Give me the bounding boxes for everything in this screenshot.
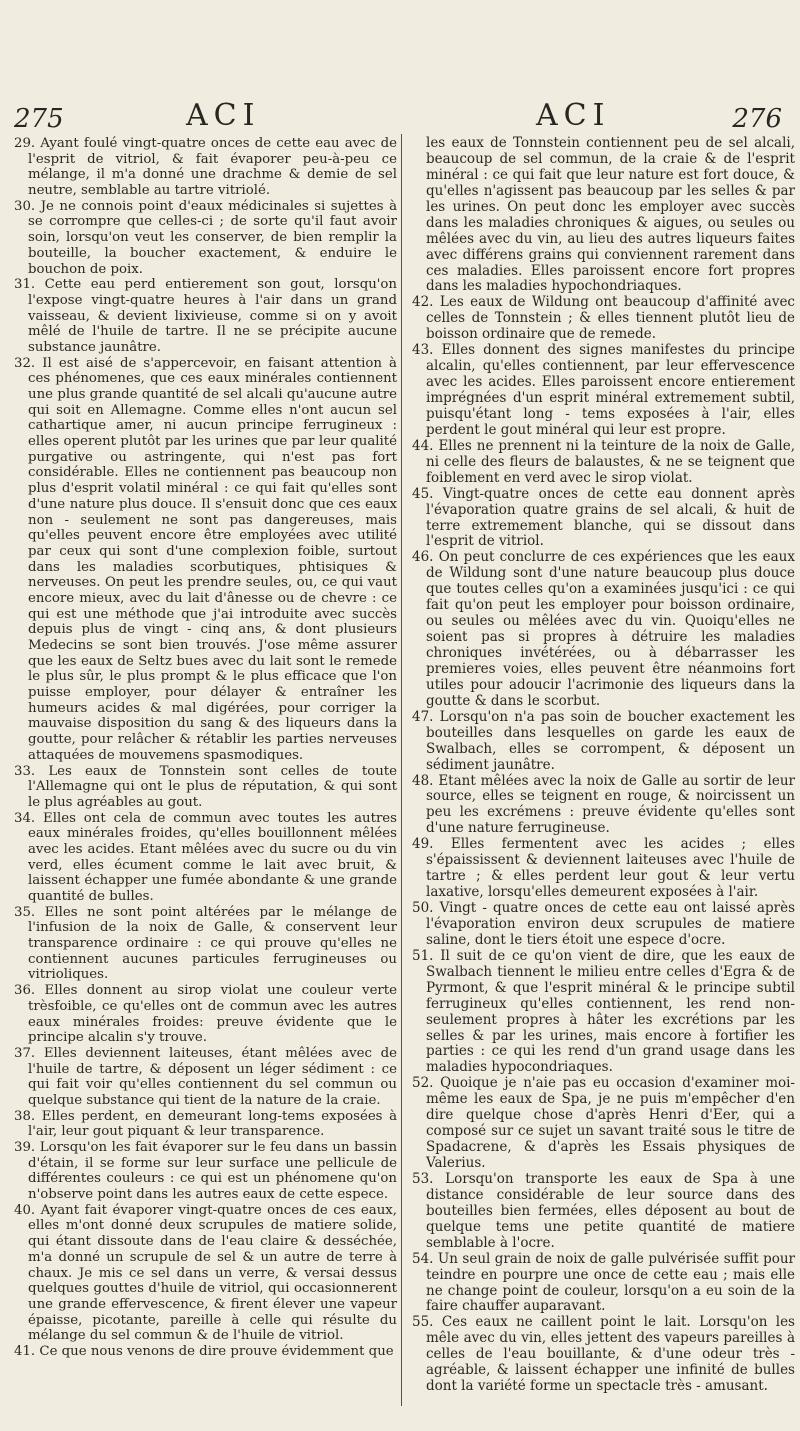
paragraph-text: Il suit de ce qu'on vient de dire, que les eaux de Swalbach tiennent le milieu entre celles d'Egra & de Pyrmont, & que l'esprit minéral & le principe subtil ferrugineux qu'elles contiennent, les rend non-seulement propres à hâter les excrétions par les selles & par les urines, mais encore à fortifier les parties : ce qui les rend d'un grand usage dans les maladies hypocondriaques. bbox=[426, 947, 796, 1076]
paragraph-text: Elles ne prennent ni la teinture de la noix de Galle, ni celle des fleurs de balaustes, & ne se teignent que foiblement en verd avec le sirop violat. bbox=[426, 437, 795, 486]
paragraph-text: Un seul grain de noix de galle pulvérisée suffit pour teindre en pourpre une once de cette eau ; mais elle ne change point de couleur, lorsqu'on a eu soin de la faire chauffer auparavant. bbox=[426, 1250, 795, 1315]
paragraph-number: 35. bbox=[14, 904, 36, 920]
paragraph-number: 32. bbox=[14, 355, 36, 371]
paragraph-number: 46. bbox=[412, 549, 434, 566]
paragraph-text: Ayant foulé vingt-quatre onces de cette eau avec de l'esprit de vitriol, & fait évaporer peu-à-peu ce mélange, il m'a donné une drachme & demie de sel neutre, semblable au tartre vitriolé. bbox=[28, 136, 397, 199]
paragraph-text: Elles ne sont point altérées par le mélange de l'infusion de la noix de Galle, & conservent leur transparence ordinaire : ce qui prouve qu'elles ne contiennent aucunes particules ferrugineuses ou vitrioliques. bbox=[28, 904, 397, 983]
paragraph-text: Cette eau perd entierement son gout, lorsqu'on l'expose vingt-quatre heures à l'air dans un grand vaisseau, & devient lixivieuse, comme si on y avoit mêlé de l'huile de tartre. Il ne se précipite aucune substance jaunâtre. bbox=[28, 277, 397, 355]
paragraph bbox=[412, 550, 795, 709]
paragraph-text: Ces eaux ne caillent point le lait. Lorsqu'on les mêle avec du vin, elles jettent des vapeurs pareilles à celles de l'eau bouillante, & d'une odeur très - agréable, & laissent échapper une infinité de bulles dont la variété forme un spectacle très - amusant. bbox=[426, 1314, 795, 1395]
right-column bbox=[412, 136, 795, 1395]
paragraph-text: les eaux de Tonnstein contiennent peu de sel alcali, beaucoup de sel commun, de la craie & de l'esprit minéral : ce qui fait que leur nature est fort douce, & qu'elles n'agissent pas beaucoup par les selles & par les urines. On peut donc les employer avec succès dans les maladies chroniques & aigues, ou seules ou mêlées avec du vin, au lieu des autres liqueurs faites avec différens grains qui conviennent rarement dans ces maladies. Elles paroissent encore fort propres dans les maladies hypochondriaques. bbox=[426, 135, 795, 295]
paragraph-text: Elles donnent au sirop violat une couleur verte trèsfoible, ce qu'elles ont de commun avec les autres eaux minérales froides: preuve évidente que le principe alcalin s'y trouve. bbox=[28, 983, 398, 1046]
paragraph-number: 52. bbox=[412, 1075, 434, 1092]
paragraph-text: Ce que nous venons de dire prouve évidemment que bbox=[39, 1343, 394, 1359]
paragraph-number: 54. bbox=[412, 1250, 434, 1267]
paragraph-text: Elles donnent des signes manifestes du principe alcalin, qu'elles contiennent, par leur effervescence avec les acides. Elles paroissent encore entierement imprégnées d'un esprit minéral extremement subtil, puisqu'étant long - tems exposées à l'air, elles perdent le gout minéral qui leur est propre. bbox=[426, 342, 795, 438]
paragraph-text: Je ne connois point d'eaux médicinales si sujettes à se corrompre que celles-ci ; de sorte qu'il faut avoir soin, lorsqu'on veut les conserver, de bien remplir la bouteille, la boucher exactement, & enduire le bouchon de poix. bbox=[28, 198, 398, 277]
paragraph-number: 50. bbox=[412, 900, 434, 916]
paragraph bbox=[14, 1046, 397, 1109]
paragraph bbox=[14, 1109, 397, 1140]
paragraph bbox=[14, 764, 397, 811]
page-number-right: 276 bbox=[732, 104, 782, 134]
paragraph-number: 45. bbox=[412, 485, 434, 502]
paragraph-number: 37. bbox=[14, 1045, 36, 1061]
paragraph-text: Elles perdent, en demeurant long-tems exposées à l'air, leur gout piquant & leur transparence. bbox=[28, 1108, 398, 1140]
paragraph-text: Quoique je n'aie pas eu occasion d'examiner moi-même les eaux de Spa, je ne puis m'empêcher d'en dire quelque chose d'après Henri d'Eer, qui a composé sur ce sujet un savant traité sous le titre de Spadacrene, & d'après les Essais physiques de Valerius. bbox=[426, 1075, 795, 1171]
paragraph bbox=[412, 1076, 795, 1172]
running-head-right: ACI bbox=[536, 98, 611, 133]
paragraph-text: Lorsqu'on transporte les eaux de Spa à une distance considérable de leur source dans des bouteilles bien fermées, elles déposent au bout de quelque tems une petite quantité de matiere semblable à l'ocre. bbox=[426, 1170, 795, 1251]
paragraph-text: Vingt-quatre onces de cette eau donnent après l'évaporation quatre grains de sel alcali, & huit de terre extremement blanche, qui se dissout dans l'esprit de vitriol. bbox=[426, 485, 795, 550]
paragraph bbox=[14, 356, 397, 764]
paragraph-number: 40. bbox=[14, 1202, 36, 1218]
paragraph-number: 49. bbox=[412, 836, 434, 853]
page-header bbox=[0, 98, 800, 138]
paragraph bbox=[412, 1315, 795, 1395]
paragraph-number: 48. bbox=[412, 772, 434, 789]
page-number-left: 275 bbox=[14, 104, 64, 134]
paragraph bbox=[14, 1344, 397, 1360]
paragraph bbox=[412, 136, 795, 295]
paragraph-number: 36. bbox=[14, 983, 36, 999]
paragraph-number: 31. bbox=[14, 277, 36, 293]
paragraph bbox=[14, 199, 397, 277]
paragraph bbox=[14, 905, 397, 983]
paragraph-text: On peut conclurre de ces expériences que les eaux de Wildung sont d'une nature beaucoup plus douce que toutes celles qu'on a examinées jusqu'ici : ce qui fait qu'on peut les employer pour boisson ordinaire, ou seules ou mêlées avec du vin. Quoiqu'elles ne soient pas si propres à détruire les maladies chroniques invétérées, ou à débarrasser les premieres voies, elles peuvent être néanmoins fort utiles pour adoucir l'acrimonie des liqueurs dans la goutte & dans le scorbut. bbox=[426, 549, 795, 709]
column-divider bbox=[401, 134, 402, 1406]
paragraph bbox=[412, 901, 795, 949]
paragraph-number: 42. bbox=[412, 294, 434, 311]
paragraph-text: Elles deviennent laiteuses, étant mêlées avec de l'huile de tartre, & déposent un léger sédiment : ce qui fait voir qu'elles contiennent du sel commun ou quelque substance qui tient de la nature de la craie. bbox=[28, 1045, 397, 1108]
paragraph bbox=[412, 1252, 795, 1316]
running-head-left: ACI bbox=[186, 98, 261, 133]
paragraph bbox=[14, 277, 397, 355]
paragraph-number: 41. bbox=[14, 1343, 36, 1359]
paragraph bbox=[412, 837, 795, 901]
paragraph-number: 44. bbox=[412, 437, 434, 454]
paragraph-number: 34. bbox=[14, 810, 36, 826]
paragraph bbox=[14, 136, 397, 199]
paragraph-text: Etant mêlées avec la noix de Galle au sortir de leur source, elles se teignent en rouge, & noircissent un peu les excrémens : preuve évidente qu'elles sont d'une nature ferrugineuse. bbox=[426, 772, 795, 837]
paragraph bbox=[14, 1203, 397, 1344]
paragraph-number: 38. bbox=[14, 1108, 36, 1124]
paragraph bbox=[412, 295, 795, 343]
paragraph-text: Lorsqu'on les fait évaporer sur le feu dans un bassin d'étain, il se forme sur leur surface une pellicule de différentes couleurs : ce qui est un phénomene qu'on n'observe point dans les autres eaux de cette espece. bbox=[28, 1140, 398, 1203]
paragraph-number: 39. bbox=[14, 1140, 36, 1155]
paragraph bbox=[412, 774, 795, 838]
left-column bbox=[14, 136, 397, 1360]
paragraph-text: Ayant fait évaporer vingt-quatre onces de ces eaux, elles m'ont donné deux scrupules de matiere solide, qui étant dissoute dans de l'eau claire & desséchée, m'a donné un scrupule de sel & un autre de terre à chaux. Je mis ce sel dans un verre, & versai dessus quelques gouttes d'huile de vitriol, qui occasionnerent une grande effervescence, & firent élever une vapeur épaisse, picotante, pareille à celle qui résulte du mélange du sel commun & de l'huile de vitriol. bbox=[28, 1202, 397, 1344]
paragraph-number: 30. bbox=[14, 198, 36, 214]
paragraph-text: Elles ont cela de commun avec toutes les autres eaux minérales froides, qu'elles bouillonnent mêlées avec les acides. Etant mêlées avec du sucre ou du vin verd, elles écument comme le lait avec bruit, & laissent échapper une fumée abondante & une grande quantité de bulles. bbox=[28, 810, 397, 904]
paragraph-number: 55. bbox=[412, 1314, 434, 1331]
paragraph bbox=[14, 811, 397, 905]
paragraph-text: Les eaux de Tonnstein sont celles de toute l'Allemagne qui ont le plus de réputation, & qui sont le plus agréables au gout. bbox=[28, 763, 397, 810]
paragraph bbox=[412, 439, 795, 487]
paragraph-number: 51. bbox=[412, 947, 434, 964]
paragraph bbox=[412, 710, 795, 774]
paragraph bbox=[412, 1172, 795, 1252]
paragraph-number: 43. bbox=[412, 342, 434, 359]
paragraph bbox=[14, 1140, 397, 1203]
paragraph bbox=[412, 343, 795, 439]
paragraph-number: 47. bbox=[412, 708, 434, 725]
paragraph-number: 33. bbox=[14, 763, 36, 779]
paragraph-text: Lorsqu'on n'a pas soin de boucher exactement les bouteilles dans lesquelles on garde les eaux de Swalbach, elles se corrompent, & déposent un sédiment jaunâtre. bbox=[426, 708, 795, 773]
paragraph-text: Les eaux de Wildung ont beaucoup d'affinité avec celles de Tonnstein ; & elles tiennent plutôt lieu de boisson ordinaire que de remede. bbox=[426, 294, 795, 343]
paragraph bbox=[412, 949, 795, 1077]
paragraph-number: 53. bbox=[412, 1170, 434, 1187]
paragraph-text: Elles fermentent avec les acides ; elles s'épaississent & deviennent laiteuses avec l'huile de tartre ; & elles perdent leur gout & leur vertu laxative, lorsqu'elles demeurent exposées à l'air. bbox=[426, 836, 795, 901]
paragraph bbox=[412, 487, 795, 551]
paragraph-text: Il est aisé de s'appercevoir, en faisant attention à ces phénomenes, que ces eaux minérales contiennent une plus grande quantité de sel alcali qu'aucune autre qui soit en Allemagne. Comme elles n'ont aucun sel cathartique amer, ni aucun principe ferrugineux : elles operent plutôt par les urines que par leur qualité purgative ou astringente, qui n'est pas fort considérable. Elles ne contiennent pas beaucoup non plus d'esprit volatil minéral : ce qui fait qu'elles sont d'une nature plus douce. Il s'ensuit donc que ces eaux non - seulement ne sont pas dangereuses, mais qu'elles peuvent encore être employées avec utilité par ceux qui sont d'une complexion foible, surtout dans les maladies scorbutiques, phtisiques & nerveuses. On peut les prendre seules, ou, ce qui vaut encore mieux, avec du lait d'ânesse ou de chevre : ce qui est une méthode que j'ai introduite avec succès depuis plus de vingt - cinq ans, & dont plusieurs Medecins se sont bien trouvés. J'ose même assurer que les eaux de Seltz bues avec du lait sont le remede le plus sûr, le plus prompt & le plus efficace que l'on puisse employer, pour délayer & entraîner les humeurs acides & mal digérées, pour corriger la mauvaise disposition du sang & des liqueurs dans la goutte, pour relâcher & rétablir les parties nerveuses attaquées de mouvemens spasmodiques. bbox=[28, 355, 397, 763]
paragraph-text: Vingt - quatre onces de cette eau ont laissé après l'évaporation environ deux scrupules de matiere saline, dont le tiers étoit une espece d'ocre. bbox=[426, 900, 795, 948]
paragraph-number: 29. bbox=[14, 136, 36, 151]
paragraph bbox=[14, 983, 397, 1046]
